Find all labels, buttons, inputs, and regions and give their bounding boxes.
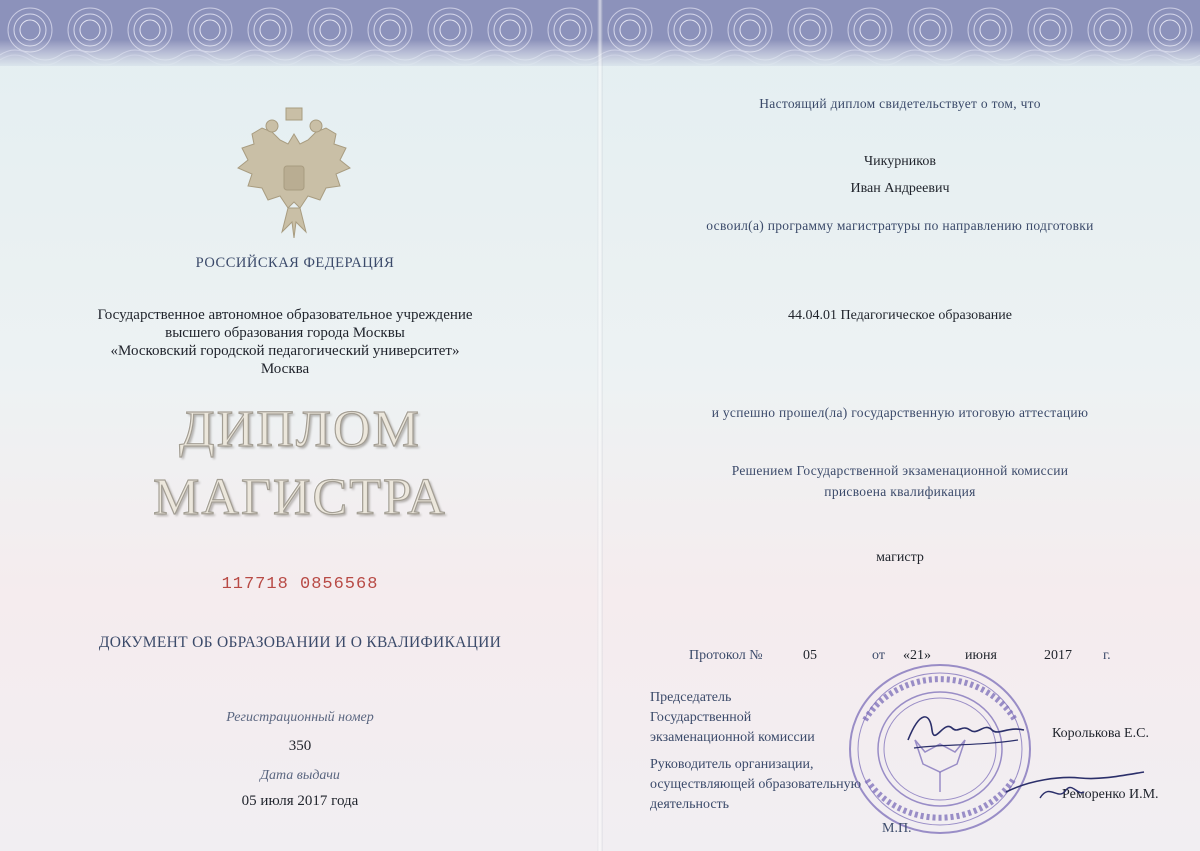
qualification: магистр [876,550,924,565]
institution-block [60,306,510,378]
protocol-ot: от [872,648,885,663]
decision-line: Решением Государственной экзаменационной комиссии [731,463,1069,478]
graduate-surname: Чикурников [864,154,936,169]
right-page [600,0,1200,851]
intro-text: Настоящий диплом свидетельствует о том, что [759,96,1041,111]
graduate-given-names: Иван Андреевич [850,181,950,196]
head-signature-icon [1000,762,1150,812]
head-title [650,755,890,815]
protocol-number: 05 [803,648,817,663]
head-title-line: деятельность [650,797,730,812]
protocol-month: июня [965,648,997,663]
protocol-year-suffix: г. [1103,648,1111,663]
protocol-label: Протокол № [689,648,763,663]
registration-label: Регистрационный номер [226,710,374,725]
institution-line: высшего образования города Москвы [165,325,405,341]
program-name: 44.04.01 Педагогическое образование [787,308,1013,323]
decision-line: присвоена квалификация [824,484,976,499]
head-title-line: Руководитель организации, [650,757,814,772]
passed-text: и успешно прошел(ла) государственную итоговую аттестацию [711,405,1089,420]
head-name: Реморенко И.М. [1062,787,1159,802]
registration-number: 350 [288,738,312,754]
serial-number: 117718 0856568 [221,575,379,594]
chair-name: Королькова Е.С. [1052,726,1149,741]
institution-city: Москва [260,361,310,377]
left-page [0,0,598,851]
chair-signature-icon [900,700,1030,760]
protocol-day: «21» [903,648,931,663]
country-name: РОССИЙСКАЯ ФЕДЕРАЦИЯ [195,255,395,271]
diploma-title-line2: МАГИСТРА [153,469,447,526]
institution-line: «Московский городской педагогический университет» [110,343,460,359]
issue-date-label: Дата выдачи [260,768,340,783]
diploma-title-line1: ДИПЛОМ [179,401,421,458]
institution-line: Государственное автономное образовательное учреждение [97,307,473,323]
document-type: ДОКУМЕНТ ОБ ОБРАЗОВАНИИ И О КВАЛИФИКАЦИИ [98,634,502,651]
chair-title-line: Председатель [650,690,732,705]
protocol-year: 2017 [1044,648,1072,663]
chair-title-line: экзаменационной комиссии [650,730,815,745]
head-title-line: осуществляющей образовательную [650,777,862,792]
chair-title [650,688,890,748]
double-headed-eagle-icon [228,104,360,244]
stamp-place: М.П. [882,821,912,836]
chair-title-line: Государственной [650,710,752,725]
issue-date: 05 июля 2017 года [241,793,359,809]
mastered-text: освоил(а) программу магистратуры по направлению подготовки [706,218,1094,233]
